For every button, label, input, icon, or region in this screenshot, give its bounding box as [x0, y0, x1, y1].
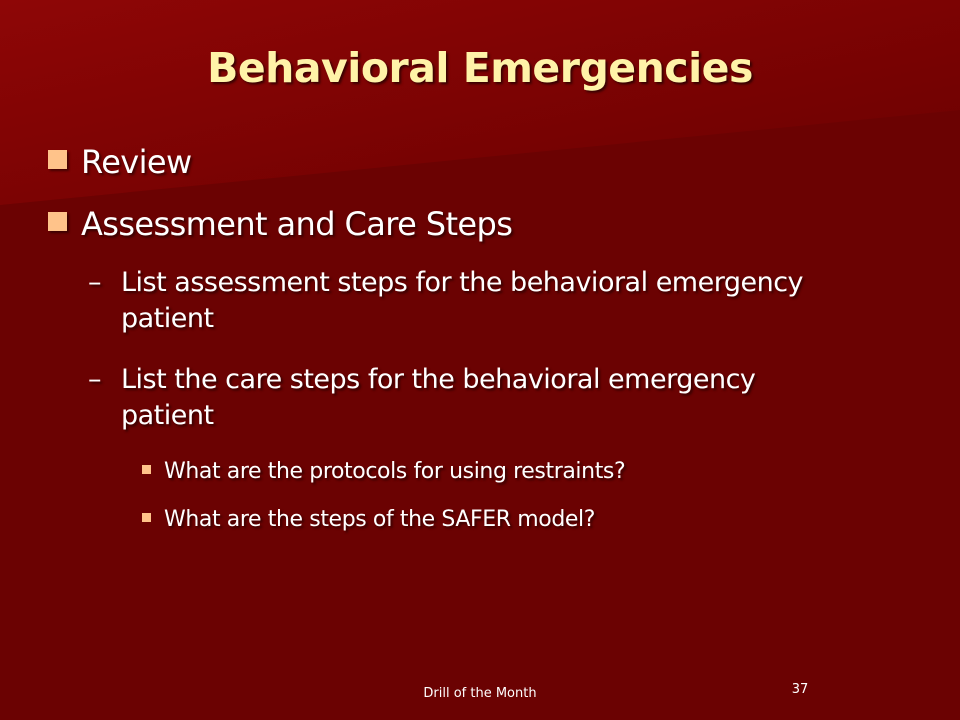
sub-sub-bullet-restraints: [142, 459, 625, 484]
sub-bullet-text: List the care steps for the behavioral emergency patient: [121, 364, 756, 431]
slide-footer: Drill of the Month: [423, 686, 537, 701]
bullet-assessment-care-steps: [48, 205, 512, 243]
sub-bullet-text: List assessment steps for the behavioral emergency patient: [121, 267, 804, 334]
dash-bullet-icon: –: [88, 364, 101, 395]
sub-sub-bullet-text: What are the protocols for using restraints?: [164, 459, 626, 484]
sub-bullet-care-steps: [88, 362, 808, 434]
sub-sub-bullet-text: What are the steps of the SAFER model?: [164, 507, 596, 532]
small-square-bullet-icon: [142, 513, 151, 522]
slide-page-number: 37: [791, 682, 809, 697]
small-square-bullet-icon: [142, 465, 151, 474]
square-bullet-icon: [48, 212, 67, 231]
slide-title: Behavioral Emergencies: [207, 44, 753, 92]
bullet-text: Assessment and Care Steps: [81, 205, 513, 243]
sub-sub-bullet-safer-model: [142, 507, 595, 532]
bullet-review: [48, 143, 192, 181]
dash-bullet-icon: –: [88, 267, 101, 298]
bullet-text: Review: [81, 143, 192, 181]
sub-bullet-assessment-steps: [88, 265, 808, 337]
square-bullet-icon: [48, 150, 67, 169]
